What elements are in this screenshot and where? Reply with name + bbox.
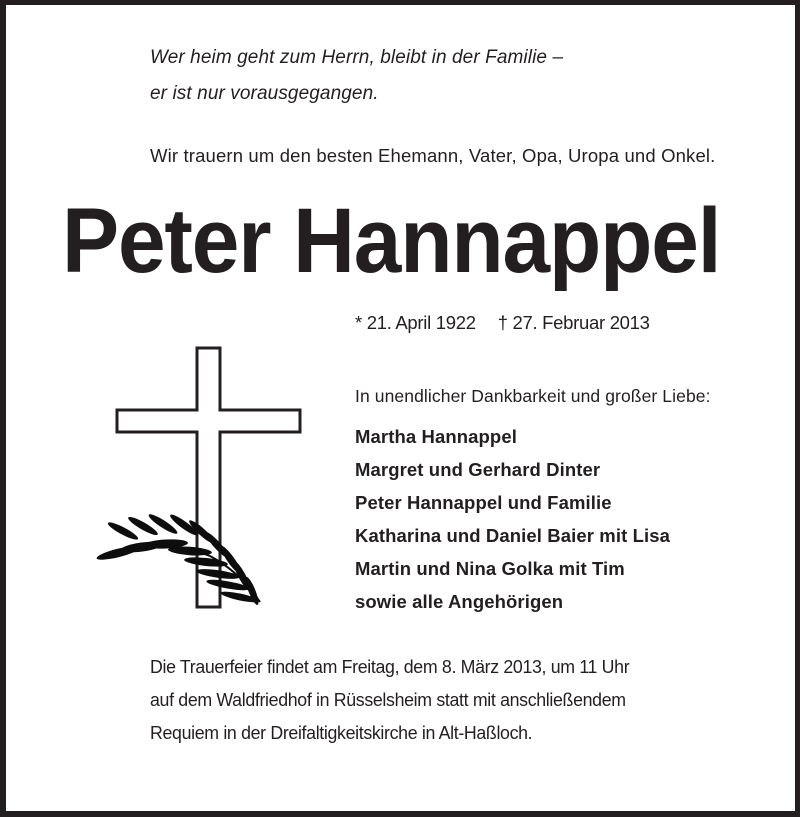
life-dates (355, 312, 650, 334)
mourner-item: Margret und Gerhard Dinter (355, 459, 601, 480)
mourner-item: Katharina und Daniel Baier mit Lisa (355, 525, 670, 546)
mourner-item: sowie alle Angehörigen (355, 591, 564, 612)
mourner-item: Martin und Nina Golka mit Tim (355, 558, 625, 579)
cross-with-palm-branch-icon (90, 340, 310, 615)
service-line-1: Die Trauerfeier findet am Freitag, dem 8. März 2013, um 11 Uhr (150, 656, 630, 677)
mourner-item: Peter Hannappel und Familie (355, 492, 612, 513)
motto-line-2: er ist nur vorausgegangen. (150, 83, 379, 104)
intro-text: Wir trauern um den besten Ehemann, Vater, Opa, Uropa und Onkel. (150, 145, 716, 166)
service-line-2: auf dem Waldfriedhof in Rüsselsheim statt mit anschließendem (150, 689, 626, 710)
death-date: † 27. Februar 2013 (497, 312, 650, 333)
motto-line-1: Wer heim geht zum Herrn, bleibt in der Familie – (150, 47, 564, 68)
mourner-item: Martha Hannappel (355, 426, 517, 447)
service-line-3: Requiem in der Dreifaltigkeitskirche in Alt-Haßloch. (150, 722, 533, 743)
mourners-list (355, 424, 670, 622)
deceased-name: Peter Hannappel (62, 190, 721, 292)
thanks-line: In unendlicher Dankbarkeit und großer Liebe: (355, 386, 711, 406)
birth-date: * 21. April 1922 (355, 312, 476, 333)
